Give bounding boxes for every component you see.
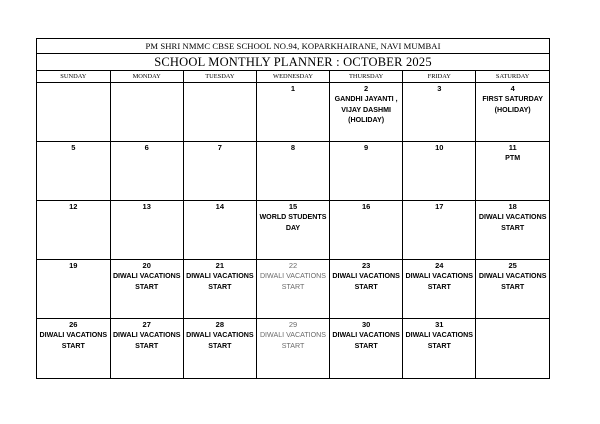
day-number: 24 bbox=[435, 261, 444, 270]
day-number: 22 bbox=[288, 261, 298, 270]
day-cell bbox=[403, 260, 476, 319]
day-number: 21 bbox=[215, 261, 225, 270]
day-event: DIWALI VACATIONS START bbox=[259, 272, 327, 291]
day-cell bbox=[330, 201, 403, 260]
day-number: 3 bbox=[437, 84, 442, 93]
day-number: 2 bbox=[364, 84, 369, 93]
week-row bbox=[37, 83, 549, 142]
day-cell bbox=[476, 83, 549, 142]
school-name: PM SHRI NMMC CBSE SCHOOL NO.94, KOPARKHAIRANE, NAVI MUMBAI bbox=[37, 39, 549, 54]
day-number: 6 bbox=[144, 143, 149, 152]
day-cell bbox=[476, 142, 549, 201]
day-number: 20 bbox=[142, 261, 151, 270]
day-cell bbox=[403, 201, 476, 260]
week-row bbox=[37, 319, 549, 378]
day-cell bbox=[37, 260, 110, 319]
weekday-header: THURSDAY bbox=[330, 71, 403, 83]
planner-sheet bbox=[36, 38, 550, 379]
day-event: DIWALI VACATIONS START bbox=[112, 272, 181, 291]
day-cell bbox=[110, 142, 183, 201]
day-event: DIWALI VACATIONS START bbox=[39, 331, 108, 350]
page-title: SCHOOL MONTHLY PLANNER : OCTOBER 2025 bbox=[37, 54, 549, 71]
day-event: DIWALI VACATIONS START bbox=[186, 272, 254, 291]
day-number: 19 bbox=[69, 261, 78, 270]
day-number bbox=[184, 83, 256, 84]
day-event: DIWALI VACATIONS START bbox=[332, 331, 400, 350]
day-number: 11 bbox=[508, 143, 517, 152]
day-cell bbox=[476, 201, 549, 260]
weekday-header: TUESDAY bbox=[183, 71, 256, 83]
day-event: DIWALI VACATIONS START bbox=[405, 331, 474, 350]
day-event: DIWALI VACATIONS START bbox=[332, 272, 400, 291]
day-cell bbox=[256, 142, 329, 201]
day-cell bbox=[37, 142, 110, 201]
day-cell bbox=[256, 260, 329, 319]
day-number: 4 bbox=[510, 84, 515, 93]
day-number: 12 bbox=[69, 202, 78, 211]
day-number: 23 bbox=[361, 261, 371, 270]
day-number bbox=[37, 83, 110, 84]
day-event: WORLD STUDENTS DAY bbox=[259, 213, 327, 232]
weekday-header: SATURDAY bbox=[476, 71, 549, 83]
day-number: 9 bbox=[364, 143, 369, 152]
day-cell bbox=[256, 201, 329, 260]
day-number: 26 bbox=[69, 320, 78, 329]
day-number: 5 bbox=[71, 143, 76, 152]
day-number: 14 bbox=[215, 202, 225, 211]
day-number: 1 bbox=[290, 84, 296, 93]
day-number: 8 bbox=[290, 143, 296, 152]
day-cell bbox=[183, 201, 256, 260]
day-number bbox=[476, 319, 549, 320]
day-cell bbox=[403, 319, 476, 378]
week-row bbox=[37, 260, 549, 319]
day-number bbox=[111, 83, 183, 84]
day-number: 31 bbox=[435, 320, 444, 329]
day-event: DIWALI VACATIONS START bbox=[405, 272, 474, 291]
day-cell bbox=[37, 319, 110, 378]
day-number: 10 bbox=[435, 143, 444, 152]
day-cell bbox=[110, 260, 183, 319]
day-number: 18 bbox=[508, 202, 517, 211]
day-number: 30 bbox=[361, 320, 371, 329]
day-event: PTM bbox=[505, 154, 521, 162]
calendar-table bbox=[37, 71, 549, 378]
day-event: GANDHI JAYANTI , VIJAY DASHMI (HOLIDAY) bbox=[334, 95, 398, 124]
day-cell bbox=[403, 142, 476, 201]
day-event: DIWALI VACATIONS START bbox=[478, 213, 547, 232]
day-number: 7 bbox=[217, 143, 222, 152]
weekday-header: WEDNESDAY bbox=[256, 71, 329, 83]
day-cell bbox=[183, 142, 256, 201]
day-number: 13 bbox=[142, 202, 151, 211]
day-number: 29 bbox=[288, 320, 298, 329]
day-cell bbox=[476, 260, 549, 319]
day-number: 25 bbox=[508, 261, 517, 270]
weekday-header: FRIDAY bbox=[403, 71, 476, 83]
day-cell bbox=[110, 83, 183, 142]
weekday-header-row bbox=[37, 71, 549, 83]
weekday-header: MONDAY bbox=[110, 71, 183, 83]
day-cell bbox=[476, 319, 549, 378]
day-event: DIWALI VACATIONS START bbox=[259, 331, 327, 350]
day-number: 15 bbox=[288, 202, 298, 211]
day-number: 27 bbox=[142, 320, 151, 329]
day-cell bbox=[330, 142, 403, 201]
day-cell bbox=[110, 319, 183, 378]
day-event: FIRST SATURDAY (HOLIDAY) bbox=[482, 95, 544, 114]
day-cell bbox=[330, 319, 403, 378]
day-number: 28 bbox=[215, 320, 225, 329]
day-cell bbox=[183, 83, 256, 142]
day-event: DIWALI VACATIONS START bbox=[478, 272, 547, 291]
day-number: 16 bbox=[361, 202, 371, 211]
day-cell bbox=[256, 83, 329, 142]
day-cell bbox=[330, 260, 403, 319]
week-row bbox=[37, 142, 549, 201]
day-event: DIWALI VACATIONS START bbox=[112, 331, 181, 350]
day-cell bbox=[330, 83, 403, 142]
day-cell bbox=[256, 319, 329, 378]
week-row bbox=[37, 201, 549, 260]
day-cell bbox=[110, 201, 183, 260]
day-cell bbox=[183, 260, 256, 319]
day-number: 17 bbox=[435, 202, 444, 211]
weekday-header: SUNDAY bbox=[37, 71, 110, 83]
day-cell bbox=[403, 83, 476, 142]
day-cell bbox=[37, 83, 110, 142]
day-event: DIWALI VACATIONS START bbox=[186, 331, 254, 350]
day-cell bbox=[183, 319, 256, 378]
day-cell bbox=[37, 201, 110, 260]
